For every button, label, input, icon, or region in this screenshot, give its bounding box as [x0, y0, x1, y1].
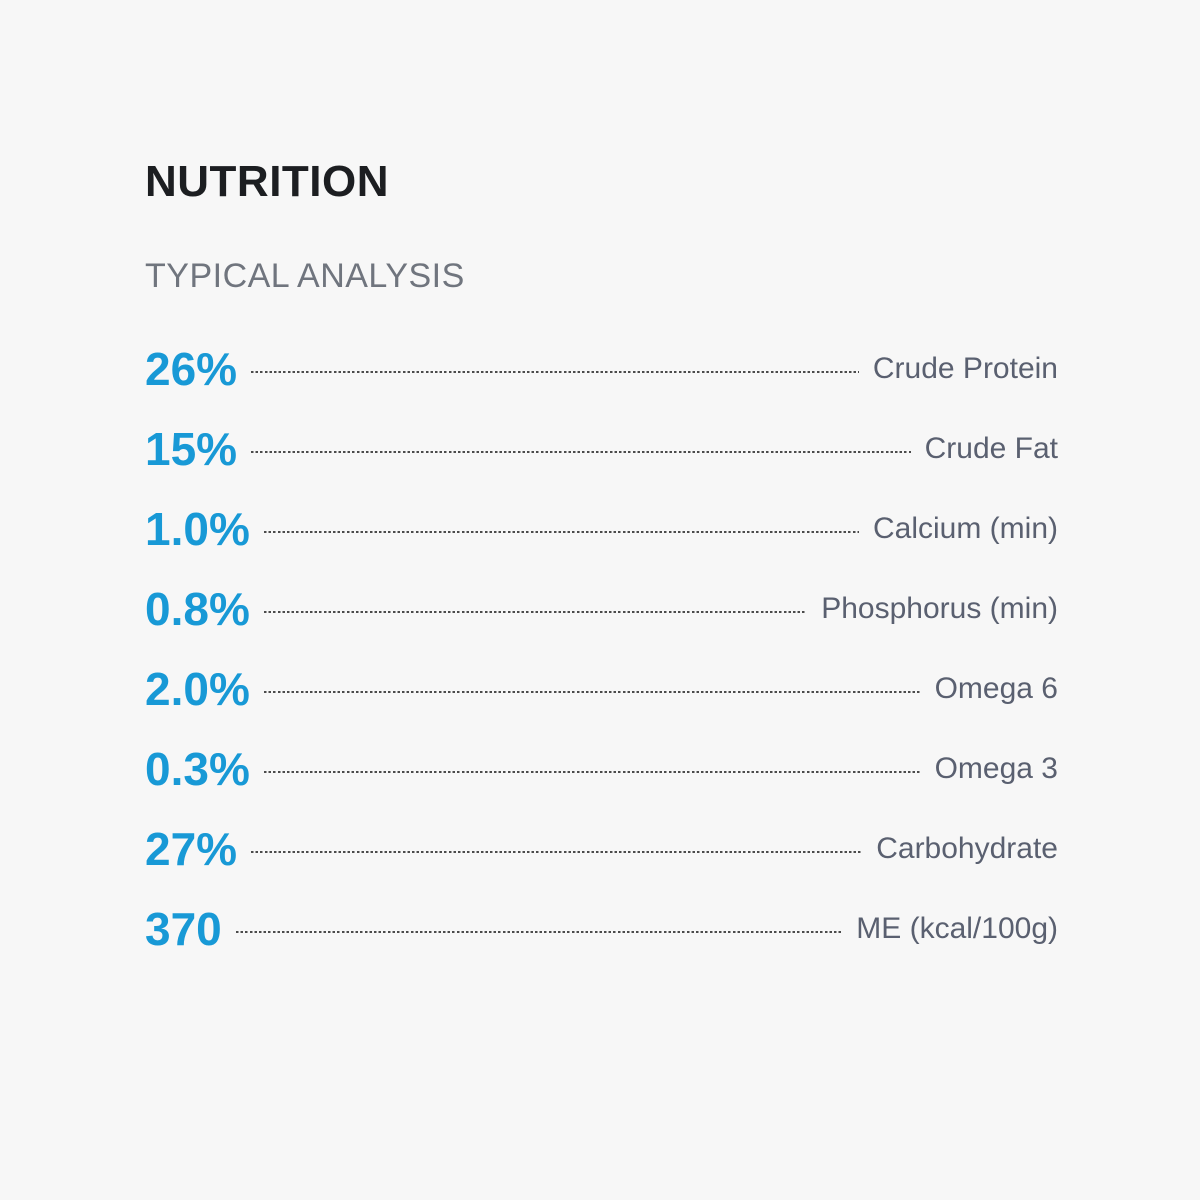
nutrient-label: Omega 6 — [934, 671, 1058, 705]
analysis-row — [145, 329, 1058, 409]
nutrition-section — [145, 0, 1058, 969]
dotted-leader-line — [251, 851, 862, 853]
nutrient-label: Phosphorus (min) — [821, 591, 1058, 625]
dotted-leader-line — [264, 691, 921, 693]
analysis-row — [145, 569, 1058, 649]
section-title: NUTRITION — [145, 157, 390, 206]
nutrient-label: Crude Fat — [924, 431, 1058, 465]
nutrient-label: Omega 3 — [934, 751, 1058, 785]
nutrient-value: 1.0% — [145, 502, 250, 555]
analysis-row — [145, 489, 1058, 569]
nutrient-label: Carbohydrate — [876, 831, 1058, 865]
nutrient-label: ME (kcal/100g) — [856, 911, 1058, 945]
nutrient-label: Crude Protein — [872, 351, 1058, 385]
dotted-leader-line — [264, 611, 807, 613]
dotted-leader-line — [251, 451, 911, 453]
nutrient-value: 15% — [145, 422, 238, 475]
dotted-leader-line — [236, 931, 843, 933]
analysis-row — [145, 809, 1058, 889]
dotted-leader-line — [264, 531, 859, 533]
dotted-leader-line — [264, 771, 921, 773]
nutrient-value: 27% — [145, 822, 238, 875]
analysis-row — [145, 729, 1058, 809]
nutrient-value: 2.0% — [145, 662, 250, 715]
typical-analysis-list — [145, 329, 1058, 969]
analysis-row — [145, 649, 1058, 729]
nutrient-value: 26% — [145, 342, 238, 395]
analysis-row — [145, 409, 1058, 489]
analysis-row — [145, 889, 1058, 969]
dotted-leader-line — [251, 371, 859, 373]
nutrient-label: Calcium (min) — [872, 511, 1058, 545]
section-subtitle: TYPICAL ANALYSIS — [145, 256, 465, 295]
nutrient-value: 0.8% — [145, 582, 250, 635]
nutrient-value: 0.3% — [145, 742, 250, 795]
nutrient-value: 370 — [145, 902, 222, 955]
